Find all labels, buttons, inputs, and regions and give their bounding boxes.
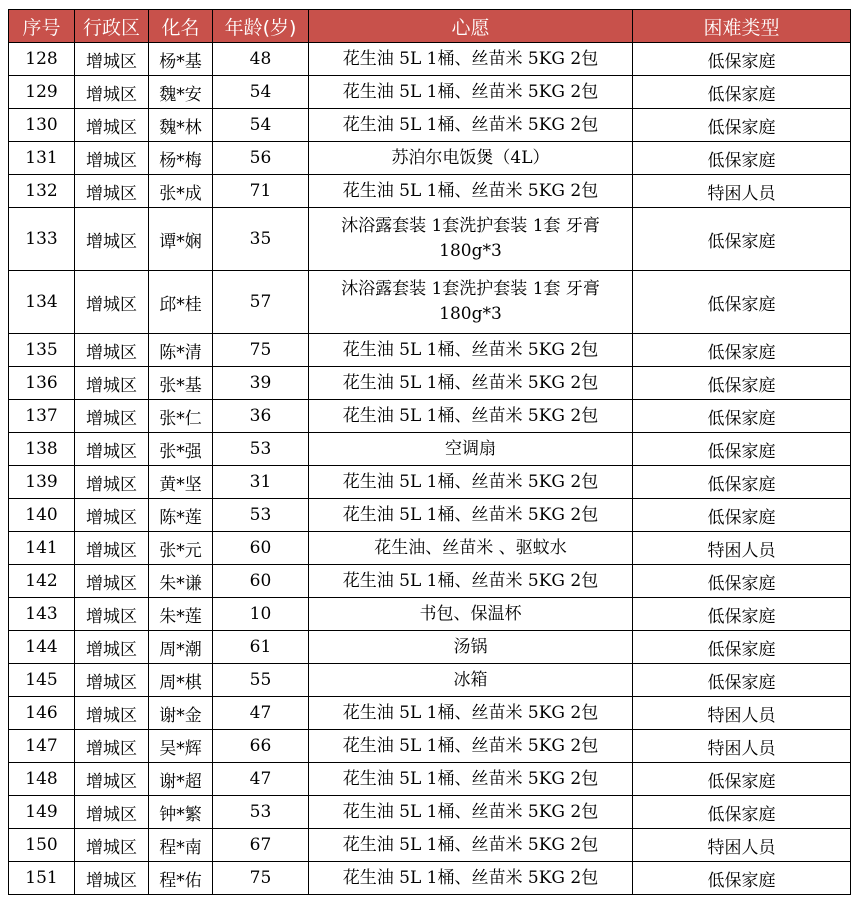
cell-alias: 魏*安: [149, 76, 213, 109]
cell-alias: 谢*超: [149, 763, 213, 796]
cell-seq: 129: [9, 76, 75, 109]
cell-age: 56: [213, 142, 309, 175]
cell-alias: 周*潮: [149, 631, 213, 664]
cell-type: 低保家庭: [633, 43, 851, 76]
cell-district: 增城区: [75, 565, 149, 598]
cell-alias: 张*成: [149, 175, 213, 208]
cell-wish: 空调扇: [309, 433, 633, 466]
table-row: [9, 763, 851, 796]
cell-district: 增城区: [75, 499, 149, 532]
cell-district: 增城区: [75, 433, 149, 466]
cell-alias: 黄*坚: [149, 466, 213, 499]
header-alias: 化名: [149, 10, 213, 43]
cell-alias: 张*元: [149, 532, 213, 565]
cell-age: 53: [213, 433, 309, 466]
table-row: [9, 271, 851, 334]
cell-alias: 钟*繁: [149, 796, 213, 829]
table-row: [9, 208, 851, 271]
cell-seq: 142: [9, 565, 75, 598]
cell-wish: 沐浴露套装 1套洗护套装 1套 牙膏 180g*3: [309, 271, 633, 334]
header-seq: 序号: [9, 10, 75, 43]
cell-age: 55: [213, 664, 309, 697]
cell-alias: 张*强: [149, 433, 213, 466]
cell-district: 增城区: [75, 43, 149, 76]
table-row: [9, 664, 851, 697]
cell-type: 低保家庭: [633, 763, 851, 796]
cell-seq: 131: [9, 142, 75, 175]
cell-type: 低保家庭: [633, 664, 851, 697]
cell-seq: 140: [9, 499, 75, 532]
table-row: [9, 76, 851, 109]
cell-alias: 谢*金: [149, 697, 213, 730]
cell-type: 低保家庭: [633, 433, 851, 466]
cell-seq: 128: [9, 43, 75, 76]
cell-wish: 花生油 5L 1桶、丝苗米 5KG 2包: [309, 175, 633, 208]
cell-type: 低保家庭: [633, 334, 851, 367]
table-row: [9, 334, 851, 367]
cell-type: 低保家庭: [633, 367, 851, 400]
cell-age: 66: [213, 730, 309, 763]
cell-district: 增城区: [75, 175, 149, 208]
wish-table: [8, 9, 851, 895]
cell-type: 低保家庭: [633, 499, 851, 532]
cell-seq: 139: [9, 466, 75, 499]
cell-alias: 程*佑: [149, 862, 213, 895]
table-row: [9, 796, 851, 829]
cell-alias: 谭*娴: [149, 208, 213, 271]
cell-district: 增城区: [75, 400, 149, 433]
cell-wish: 花生油 5L 1桶、丝苗米 5KG 2包: [309, 334, 633, 367]
cell-wish: 花生油 5L 1桶、丝苗米 5KG 2包: [309, 796, 633, 829]
table-row: [9, 43, 851, 76]
cell-district: 增城区: [75, 796, 149, 829]
cell-seq: 148: [9, 763, 75, 796]
cell-age: 67: [213, 829, 309, 862]
table-row: [9, 499, 851, 532]
cell-district: 增城区: [75, 697, 149, 730]
cell-age: 31: [213, 466, 309, 499]
cell-type: 特困人员: [633, 697, 851, 730]
cell-district: 增城区: [75, 109, 149, 142]
cell-wish: 花生油 5L 1桶、丝苗米 5KG 2包: [309, 697, 633, 730]
table-row: [9, 631, 851, 664]
cell-age: 39: [213, 367, 309, 400]
cell-wish: 花生油 5L 1桶、丝苗米 5KG 2包: [309, 367, 633, 400]
cell-wish: 花生油 5L 1桶、丝苗米 5KG 2包: [309, 829, 633, 862]
header-age: 年龄(岁): [213, 10, 309, 43]
cell-district: 增城区: [75, 598, 149, 631]
cell-type: 特困人员: [633, 532, 851, 565]
header-row: [9, 10, 851, 43]
cell-seq: 136: [9, 367, 75, 400]
cell-wish: 花生油 5L 1桶、丝苗米 5KG 2包: [309, 499, 633, 532]
cell-seq: 135: [9, 334, 75, 367]
cell-age: 10: [213, 598, 309, 631]
cell-wish: 花生油 5L 1桶、丝苗米 5KG 2包: [309, 109, 633, 142]
cell-district: 增城区: [75, 763, 149, 796]
cell-alias: 陈*清: [149, 334, 213, 367]
cell-age: 53: [213, 796, 309, 829]
cell-alias: 邱*桂: [149, 271, 213, 334]
cell-age: 48: [213, 43, 309, 76]
cell-alias: 张*基: [149, 367, 213, 400]
table-row: [9, 142, 851, 175]
cell-wish: 花生油 5L 1桶、丝苗米 5KG 2包: [309, 763, 633, 796]
cell-wish: 花生油、丝苗米 、驱蚊水: [309, 532, 633, 565]
cell-type: 低保家庭: [633, 271, 851, 334]
header-wish: 心愿: [309, 10, 633, 43]
cell-seq: 143: [9, 598, 75, 631]
cell-seq: 134: [9, 271, 75, 334]
cell-alias: 朱*莲: [149, 598, 213, 631]
cell-seq: 138: [9, 433, 75, 466]
table-row: [9, 367, 851, 400]
cell-wish: 冰箱: [309, 664, 633, 697]
cell-wish: 沐浴露套装 1套洗护套装 1套 牙膏 180g*3: [309, 208, 633, 271]
cell-wish: 花生油 5L 1桶、丝苗米 5KG 2包: [309, 466, 633, 499]
cell-wish: 苏泊尔电饭煲（4L）: [309, 142, 633, 175]
table-row: [9, 862, 851, 895]
cell-wish: 花生油 5L 1桶、丝苗米 5KG 2包: [309, 76, 633, 109]
cell-alias: 陈*莲: [149, 499, 213, 532]
cell-seq: 130: [9, 109, 75, 142]
cell-type: 低保家庭: [633, 76, 851, 109]
cell-district: 增城区: [75, 532, 149, 565]
cell-type: 特困人员: [633, 730, 851, 763]
table-row: [9, 829, 851, 862]
cell-district: 增城区: [75, 208, 149, 271]
cell-age: 71: [213, 175, 309, 208]
cell-district: 增城区: [75, 271, 149, 334]
cell-seq: 149: [9, 796, 75, 829]
cell-age: 53: [213, 499, 309, 532]
cell-wish: 花生油 5L 1桶、丝苗米 5KG 2包: [309, 565, 633, 598]
table-row: [9, 175, 851, 208]
cell-district: 增城区: [75, 730, 149, 763]
cell-district: 增城区: [75, 334, 149, 367]
cell-alias: 杨*梅: [149, 142, 213, 175]
cell-district: 增城区: [75, 631, 149, 664]
cell-age: 47: [213, 697, 309, 730]
cell-district: 增城区: [75, 664, 149, 697]
cell-age: 35: [213, 208, 309, 271]
cell-seq: 133: [9, 208, 75, 271]
table-row: [9, 565, 851, 598]
cell-seq: 147: [9, 730, 75, 763]
cell-district: 增城区: [75, 76, 149, 109]
cell-wish: 花生油 5L 1桶、丝苗米 5KG 2包: [309, 730, 633, 763]
cell-age: 47: [213, 763, 309, 796]
cell-age: 75: [213, 862, 309, 895]
cell-age: 60: [213, 532, 309, 565]
header-type: 困难类型: [633, 10, 851, 43]
cell-alias: 吴*辉: [149, 730, 213, 763]
cell-type: 特困人员: [633, 175, 851, 208]
header-district: 行政区: [75, 10, 149, 43]
table-row: [9, 109, 851, 142]
table-row: [9, 466, 851, 499]
cell-alias: 魏*林: [149, 109, 213, 142]
cell-age: 61: [213, 631, 309, 664]
table-row: [9, 400, 851, 433]
table-row: [9, 730, 851, 763]
cell-age: 57: [213, 271, 309, 334]
cell-seq: 146: [9, 697, 75, 730]
cell-type: 特困人员: [633, 829, 851, 862]
cell-seq: 132: [9, 175, 75, 208]
cell-type: 低保家庭: [633, 862, 851, 895]
cell-seq: 141: [9, 532, 75, 565]
cell-wish: 花生油 5L 1桶、丝苗米 5KG 2包: [309, 43, 633, 76]
cell-age: 54: [213, 76, 309, 109]
cell-type: 低保家庭: [633, 208, 851, 271]
cell-alias: 张*仁: [149, 400, 213, 433]
cell-age: 36: [213, 400, 309, 433]
cell-wish: 花生油 5L 1桶、丝苗米 5KG 2包: [309, 862, 633, 895]
cell-age: 75: [213, 334, 309, 367]
cell-type: 低保家庭: [633, 565, 851, 598]
cell-district: 增城区: [75, 829, 149, 862]
cell-type: 低保家庭: [633, 466, 851, 499]
cell-seq: 151: [9, 862, 75, 895]
cell-alias: 朱*谦: [149, 565, 213, 598]
cell-alias: 程*南: [149, 829, 213, 862]
cell-seq: 144: [9, 631, 75, 664]
cell-district: 增城区: [75, 142, 149, 175]
cell-seq: 145: [9, 664, 75, 697]
cell-district: 增城区: [75, 466, 149, 499]
cell-age: 60: [213, 565, 309, 598]
cell-seq: 150: [9, 829, 75, 862]
cell-type: 低保家庭: [633, 598, 851, 631]
cell-wish: 花生油 5L 1桶、丝苗米 5KG 2包: [309, 400, 633, 433]
cell-type: 低保家庭: [633, 109, 851, 142]
cell-alias: 杨*基: [149, 43, 213, 76]
cell-wish: 书包、保温杯: [309, 598, 633, 631]
cell-seq: 137: [9, 400, 75, 433]
cell-type: 低保家庭: [633, 400, 851, 433]
cell-alias: 周*棋: [149, 664, 213, 697]
cell-type: 低保家庭: [633, 796, 851, 829]
cell-type: 低保家庭: [633, 631, 851, 664]
table-row: [9, 598, 851, 631]
table-row: [9, 433, 851, 466]
cell-district: 增城区: [75, 367, 149, 400]
cell-age: 54: [213, 109, 309, 142]
cell-wish: 汤锅: [309, 631, 633, 664]
table-row: [9, 697, 851, 730]
table-row: [9, 532, 851, 565]
cell-type: 低保家庭: [633, 142, 851, 175]
cell-district: 增城区: [75, 862, 149, 895]
